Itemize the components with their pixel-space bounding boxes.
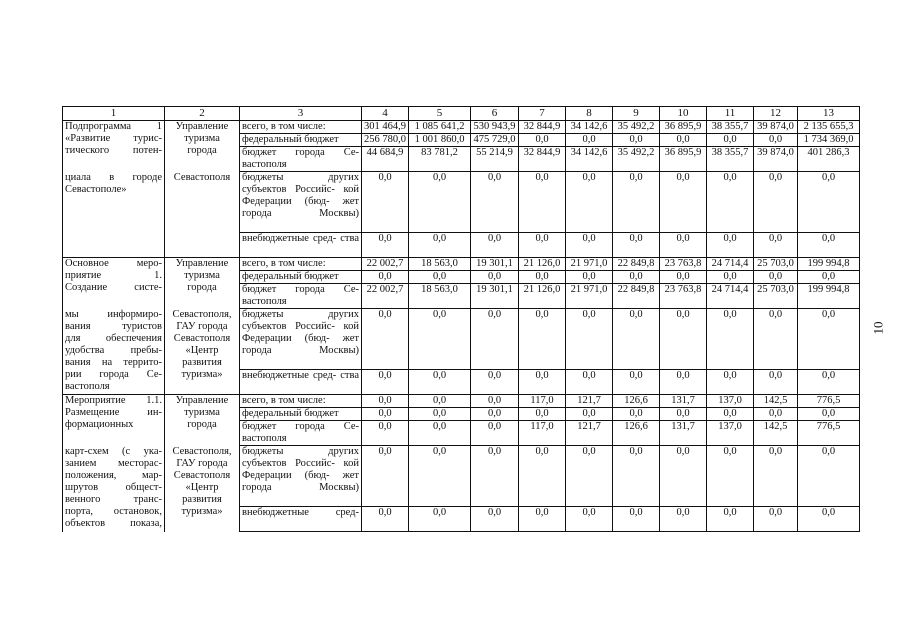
amount-cell: 0,0	[519, 233, 566, 258]
measure-name-line: занием месторас-	[65, 457, 162, 469]
executor-line: туризма	[184, 407, 220, 418]
amount-cell: 0,0	[707, 446, 754, 507]
funding-source-cell: федеральный бюджет	[240, 271, 362, 284]
amount-cell: 38 355,7	[707, 147, 754, 172]
amount-cell: 0,0	[707, 370, 754, 395]
amount-cell: 0,0	[362, 233, 409, 258]
executor-line: ГАУ города	[176, 320, 228, 332]
amount-cell: 126,6	[613, 395, 660, 408]
measure-name-line: приятие 1.	[65, 270, 162, 281]
amount-cell: 0,0	[362, 370, 409, 395]
executor-line: развития	[182, 493, 222, 505]
table-row	[63, 446, 860, 507]
amount-cell: 0,0	[798, 446, 860, 507]
funding-source-cell: бюджет города Се- вастополя	[240, 284, 362, 309]
measure-name-line: вания на террито-	[65, 356, 162, 368]
amount-cell: 0,0	[519, 507, 566, 532]
executor-line: города	[187, 419, 217, 430]
amount-cell: 0,0	[519, 172, 566, 233]
amount-cell: 21 126,0	[519, 258, 566, 271]
amount-cell: 23 763,8	[660, 284, 707, 309]
amount-cell: 0,0	[660, 446, 707, 507]
amount-cell: 23 763,8	[660, 258, 707, 271]
amount-cell: 0,0	[613, 446, 660, 507]
executor-line: туризма»	[181, 505, 223, 517]
measure-name-line: венного транс-	[65, 493, 162, 505]
measure-name-line: Севастополе»	[65, 183, 127, 195]
amount-cell: 0,0	[566, 507, 613, 532]
amount-cell: 0,0	[613, 408, 660, 421]
executor-cell	[165, 258, 240, 309]
amount-cell: 0,0	[471, 408, 519, 421]
executor-line: города	[187, 282, 217, 293]
measure-name-line: Основное меро-	[65, 258, 162, 269]
amount-cell: 776,5	[798, 395, 860, 408]
measure-name-line: мы информиро-	[65, 308, 162, 320]
amount-cell: 0,0	[362, 421, 409, 446]
executor-line: развития	[182, 356, 222, 368]
executor-line: Управление	[175, 395, 229, 406]
measure-name-cell	[63, 258, 165, 309]
amount-cell: 0,0	[566, 309, 613, 370]
amount-cell: 24 714,4	[707, 258, 754, 271]
amount-cell: 0,0	[471, 507, 519, 532]
executor-line: города	[187, 145, 217, 156]
amount-cell: 0,0	[409, 172, 471, 233]
amount-cell: 0,0	[409, 446, 471, 507]
amount-cell: 2 135 655,3	[798, 121, 860, 134]
amount-cell: 0,0	[362, 408, 409, 421]
measure-name-line: Подпрограмма 1	[65, 121, 162, 132]
table-row	[63, 121, 860, 134]
amount-cell: 34 142,6	[566, 147, 613, 172]
amount-cell: 39 874,0	[754, 121, 798, 134]
amount-cell: 0,0	[613, 309, 660, 370]
funding-source-cell: внебюджетные сред- ства	[240, 370, 362, 395]
executor-cell	[165, 121, 240, 172]
amount-cell: 21 126,0	[519, 284, 566, 309]
amount-cell: 55 214,9	[471, 147, 519, 172]
measure-name-line: Мероприятие 1.1.	[65, 395, 162, 406]
amount-cell: 0,0	[707, 507, 754, 532]
amount-cell: 199 994,8	[798, 284, 860, 309]
column-header: 13	[798, 107, 860, 121]
amount-cell: 0,0	[613, 172, 660, 233]
column-header: 11	[707, 107, 754, 121]
amount-cell: 0,0	[362, 172, 409, 233]
amount-cell: 0,0	[409, 395, 471, 408]
executor-cell	[165, 309, 240, 395]
amount-cell: 0,0	[754, 507, 798, 532]
amount-cell: 0,0	[798, 507, 860, 532]
amount-cell: 0,0	[566, 446, 613, 507]
measure-name-line: карт-схем (с ука-	[65, 445, 162, 457]
amount-cell: 32 844,9	[519, 121, 566, 134]
amount-cell: 0,0	[613, 271, 660, 284]
amount-cell: 0,0	[409, 309, 471, 370]
executor-line: Севастополя,	[172, 308, 232, 320]
amount-cell: 0,0	[409, 507, 471, 532]
executor-line: Севастополя,	[172, 445, 232, 457]
amount-cell: 0,0	[707, 233, 754, 258]
measure-name-cell	[63, 309, 165, 395]
measure-name-line: вастополя	[65, 380, 110, 392]
amount-cell: 301 464,9	[362, 121, 409, 134]
amount-cell: 21 971,0	[566, 284, 613, 309]
amount-cell: 0,0	[754, 271, 798, 284]
table-row	[63, 258, 860, 271]
funding-source-cell: бюджет города Се- вастополя	[240, 421, 362, 446]
amount-cell: 401 286,3	[798, 147, 860, 172]
column-header: 4	[362, 107, 409, 121]
column-header: 12	[754, 107, 798, 121]
header-row	[63, 107, 860, 121]
executor-cell	[165, 395, 240, 446]
measure-name-cell	[63, 121, 165, 172]
measure-name-line: рии города Се-	[65, 368, 162, 380]
amount-cell: 44 684,9	[362, 147, 409, 172]
measure-name-line: удобства пребы-	[65, 344, 162, 356]
table-row	[63, 309, 860, 370]
funding-source-cell: всего, в том числе:	[240, 395, 362, 408]
table-row	[63, 395, 860, 408]
amount-cell: 131,7	[660, 395, 707, 408]
measure-name-line: Размещение ин-	[65, 407, 162, 418]
column-header: 9	[613, 107, 660, 121]
amount-cell: 0,0	[566, 271, 613, 284]
amount-cell: 25 703,0	[754, 284, 798, 309]
amount-cell: 0,0	[362, 507, 409, 532]
amount-cell: 1 001 860,0	[409, 134, 471, 147]
measure-name-line: шрутов общест-	[65, 481, 162, 493]
amount-cell: 0,0	[754, 309, 798, 370]
amount-cell: 0,0	[362, 446, 409, 507]
amount-cell: 0,0	[754, 370, 798, 395]
amount-cell: 0,0	[754, 233, 798, 258]
amount-cell: 0,0	[409, 421, 471, 446]
amount-cell: 22 002,7	[362, 284, 409, 309]
measure-name-cell	[63, 395, 165, 446]
amount-cell: 126,6	[613, 421, 660, 446]
amount-cell: 1 734 369,0	[798, 134, 860, 147]
column-header: 5	[409, 107, 471, 121]
column-header: 8	[566, 107, 613, 121]
executor-line: туризма»	[181, 368, 223, 380]
funding-source-cell: бюджеты других субъектов Российс- кой Федерации (бюд- жет города Москвы)	[240, 309, 362, 370]
amount-cell: 0,0	[566, 172, 613, 233]
amount-cell: 0,0	[471, 446, 519, 507]
amount-cell: 24 714,4	[707, 284, 754, 309]
amount-cell: 0,0	[798, 309, 860, 370]
amount-cell: 137,0	[707, 395, 754, 408]
amount-cell: 83 781,2	[409, 147, 471, 172]
budget-table	[62, 106, 860, 532]
funding-source-cell: бюджеты других субъектов Российс- кой Федерации (бюд- жет города Москвы)	[240, 446, 362, 507]
amount-cell: 137,0	[707, 421, 754, 446]
amount-cell: 776,5	[798, 421, 860, 446]
amount-cell: 475 729,0	[471, 134, 519, 147]
amount-cell: 0,0	[660, 370, 707, 395]
column-header: 3	[240, 107, 362, 121]
executor-line: Управление	[175, 258, 229, 269]
amount-cell: 0,0	[754, 172, 798, 233]
funding-source-cell: внебюджетные сред- ства	[240, 233, 362, 258]
amount-cell: 0,0	[409, 370, 471, 395]
amount-cell: 0,0	[566, 370, 613, 395]
column-header: 2	[165, 107, 240, 121]
amount-cell: 19 301,1	[471, 284, 519, 309]
amount-cell: 131,7	[660, 421, 707, 446]
executor-line: Севастополя	[173, 332, 231, 344]
amount-cell: 0,0	[566, 233, 613, 258]
executor-line: туризма	[184, 270, 220, 281]
amount-cell: 0,0	[613, 134, 660, 147]
measure-name-line: «Развитие турис-	[65, 133, 162, 144]
page-number: 10	[870, 321, 886, 335]
amount-cell: 22 002,7	[362, 258, 409, 271]
amount-cell: 0,0	[409, 408, 471, 421]
amount-cell: 0,0	[660, 134, 707, 147]
amount-cell: 0,0	[660, 172, 707, 233]
executor-line: ГАУ города	[176, 457, 228, 469]
measure-name-line: тического потен-	[65, 145, 162, 156]
amount-cell: 142,5	[754, 395, 798, 408]
executor-cell	[165, 446, 240, 532]
amount-cell: 0,0	[471, 271, 519, 284]
executor-line: Севастополя	[173, 171, 231, 183]
amount-cell: 0,0	[660, 507, 707, 532]
amount-cell: 0,0	[660, 408, 707, 421]
amount-cell: 22 849,8	[613, 258, 660, 271]
measure-name-line: Создание систе-	[65, 282, 162, 293]
amount-cell: 0,0	[754, 446, 798, 507]
amount-cell: 121,7	[566, 395, 613, 408]
measure-name-line: вания туристов	[65, 320, 162, 332]
column-header: 7	[519, 107, 566, 121]
amount-cell: 0,0	[519, 271, 566, 284]
amount-cell: 34 142,6	[566, 121, 613, 134]
amount-cell: 0,0	[660, 233, 707, 258]
amount-cell: 0,0	[519, 408, 566, 421]
amount-cell: 117,0	[519, 421, 566, 446]
amount-cell: 0,0	[471, 421, 519, 446]
amount-cell: 0,0	[409, 233, 471, 258]
amount-cell: 0,0	[471, 309, 519, 370]
table-row	[63, 172, 860, 233]
amount-cell: 117,0	[519, 395, 566, 408]
amount-cell: 530 943,9	[471, 121, 519, 134]
column-header: 1	[63, 107, 165, 121]
amount-cell: 0,0	[707, 134, 754, 147]
amount-cell: 0,0	[754, 408, 798, 421]
amount-cell: 0,0	[798, 172, 860, 233]
measure-name-line: положения, мар-	[65, 469, 162, 481]
amount-cell: 0,0	[362, 309, 409, 370]
amount-cell: 0,0	[519, 370, 566, 395]
amount-cell: 0,0	[409, 271, 471, 284]
executor-line: «Центр	[185, 481, 219, 493]
amount-cell: 0,0	[660, 309, 707, 370]
funding-source-cell: всего, в том числе:	[240, 258, 362, 271]
amount-cell: 36 895,9	[660, 121, 707, 134]
column-header: 10	[660, 107, 707, 121]
amount-cell: 0,0	[798, 233, 860, 258]
amount-cell: 0,0	[471, 395, 519, 408]
amount-cell: 0,0	[613, 370, 660, 395]
column-header: 6	[471, 107, 519, 121]
amount-cell: 19 301,1	[471, 258, 519, 271]
amount-cell: 0,0	[566, 134, 613, 147]
amount-cell: 0,0	[362, 271, 409, 284]
amount-cell: 25 703,0	[754, 258, 798, 271]
funding-source-cell: внебюджетные сред-	[240, 507, 362, 532]
amount-cell: 32 844,9	[519, 147, 566, 172]
amount-cell: 142,5	[754, 421, 798, 446]
amount-cell: 256 780,0	[362, 134, 409, 147]
amount-cell: 0,0	[707, 408, 754, 421]
measure-name-cell	[63, 172, 165, 258]
amount-cell: 121,7	[566, 421, 613, 446]
amount-cell: 0,0	[707, 309, 754, 370]
amount-cell: 0,0	[613, 507, 660, 532]
amount-cell: 0,0	[798, 408, 860, 421]
funding-source-cell: бюджет города Се- вастополя	[240, 147, 362, 172]
amount-cell: 35 492,2	[613, 121, 660, 134]
amount-cell: 0,0	[471, 233, 519, 258]
funding-source-cell: федеральный бюджет	[240, 408, 362, 421]
amount-cell: 39 874,0	[754, 147, 798, 172]
amount-cell: 36 895,9	[660, 147, 707, 172]
amount-cell: 0,0	[707, 271, 754, 284]
amount-cell: 18 563,0	[409, 284, 471, 309]
amount-cell: 22 849,8	[613, 284, 660, 309]
funding-source-cell: бюджеты других субъектов Российс- кой Федерации (бюд- жет города Москвы)	[240, 172, 362, 233]
measure-name-line: циала в городе	[65, 171, 162, 183]
amount-cell: 21 971,0	[566, 258, 613, 271]
amount-cell: 0,0	[798, 370, 860, 395]
amount-cell: 199 994,8	[798, 258, 860, 271]
amount-cell: 0,0	[471, 370, 519, 395]
amount-cell: 0,0	[798, 271, 860, 284]
executor-line: Управление	[175, 121, 229, 132]
executor-cell	[165, 172, 240, 258]
measure-name-line: для обеспечения	[65, 332, 162, 344]
measure-name-line: порта, остановок,	[65, 505, 162, 517]
measure-name-line: объектов показа,	[65, 517, 162, 529]
funding-source-cell: федеральный бюджет	[240, 134, 362, 147]
executor-line: Севастополя	[173, 469, 231, 481]
amount-cell: 0,0	[519, 446, 566, 507]
amount-cell: 0,0	[362, 395, 409, 408]
amount-cell: 0,0	[519, 134, 566, 147]
executor-line: «Центр	[185, 344, 219, 356]
amount-cell: 0,0	[519, 309, 566, 370]
amount-cell: 0,0	[754, 134, 798, 147]
amount-cell: 1 085 641,2	[409, 121, 471, 134]
amount-cell: 18 563,0	[409, 258, 471, 271]
measure-name-line: формационных	[65, 419, 134, 430]
amount-cell: 0,0	[566, 408, 613, 421]
amount-cell: 35 492,2	[613, 147, 660, 172]
amount-cell: 0,0	[471, 172, 519, 233]
amount-cell: 0,0	[660, 271, 707, 284]
amount-cell: 38 355,7	[707, 121, 754, 134]
funding-source-cell: всего, в том числе:	[240, 121, 362, 134]
measure-name-cell	[63, 446, 165, 532]
amount-cell: 0,0	[613, 233, 660, 258]
executor-line: туризма	[184, 133, 220, 144]
amount-cell: 0,0	[707, 172, 754, 233]
